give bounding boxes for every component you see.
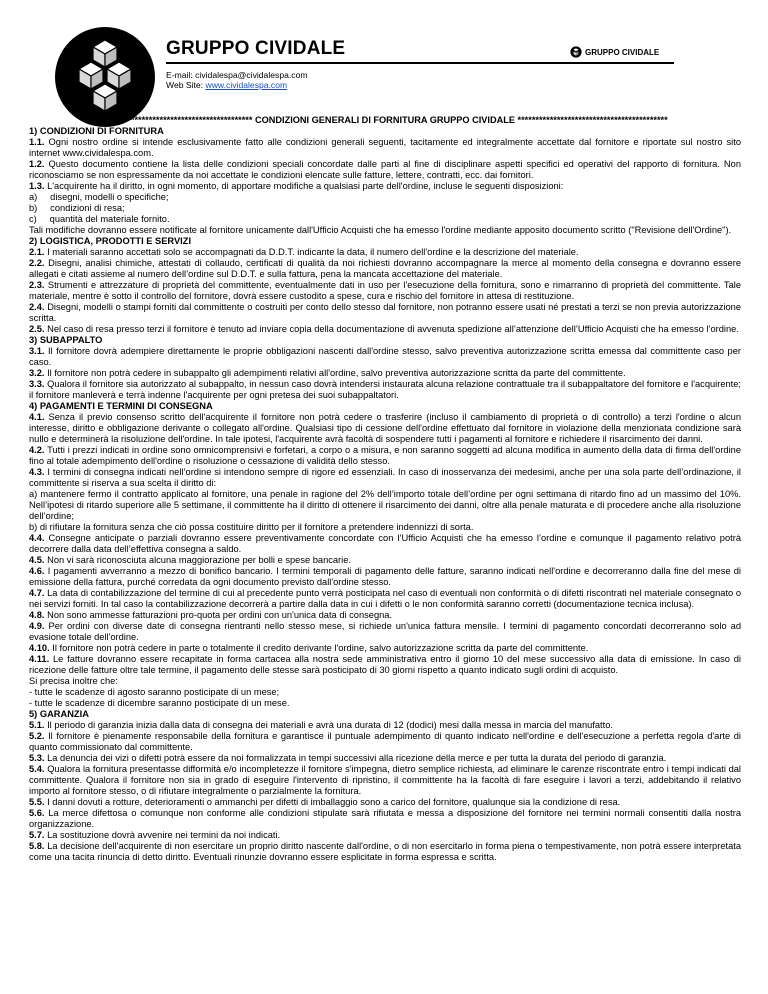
clause-text: Qualora la fornitura presentasse difformità e/o incompletezze il fornitore s'impegna, dietro semplice richiesta, ad eliminare le carenze riscontrate entro i tempi indicati dal committente. Qualora il fornitore non sia in grado di eseguire l'intervento di ripristino, il committente ha la facoltà di fare eseguire i lavori a terzi, addebitando il relativo importo al fornitore stesso, o di rifiutare integralmente o parzialmente la fornitura. (29, 764, 744, 796)
clause-text: Tali modifiche dovranno essere notificate al fornitore unicamente dall'Ufficio Acquisti che ha emesso l'ordine mediante apposito documento scritto ("Revisione dell'Ordine"). (29, 225, 732, 235)
clause-text: Il fornitore è pienamente responsabile della fornitura e garantisce il puntuale adempimento di quanto indicato nell'ordine e dell'esecuzione a perfetta regola d'arte di quanto commissionato dal committente. (29, 731, 744, 752)
clause-text: Tutti i prezzi indicati in ordine sono omnicomprensivi e forfetari, a corpo o a misura, e non saranno soggetti ad alcuna modifica in aumento della data di firma dell'ordine fino al totale adempimento dell'ordine o risoluzione o cessazione di validità dello stesso. (29, 445, 744, 466)
document-body (29, 115, 744, 863)
clause (29, 302, 744, 324)
clause-text: La merce difettosa o comunque non conforme alle condizioni stipulate sarà rifiutata e messa a disposizione del fornitore nei termini normali consentiti dalla nostra organizzazione. (29, 808, 744, 829)
clause-number: 2.1. (29, 247, 45, 257)
clause-number: 4.8. (29, 610, 45, 620)
clause (29, 764, 744, 797)
clause-text: Consegne anticipate o parziali dovranno essere preventivamente concordate con l’Ufficio Acquisti che ha emesso l’ordine e comunque il pagamento relativo potrà decorrere dalla data dell’effettiva consegna a saldo. (29, 533, 744, 554)
clause (29, 555, 741, 566)
clause (29, 533, 744, 555)
clause-number: 1.1. (29, 137, 45, 147)
clause (29, 687, 741, 698)
clause (29, 346, 744, 368)
clause-text: a) disegni, modelli o specifiche; (29, 192, 169, 202)
clause-number: 2.5. (29, 324, 45, 334)
clause-number: 4.5. (29, 555, 45, 565)
clause-text: Per ordini con diverse date di consegna rientranti nello stesso mese, si richiede un'unica fattura mensile. I termini di pagamento concordati decorreranno solo ad evasione totale dell'ordine. (29, 621, 744, 642)
clause-number: 3.1. (29, 346, 45, 356)
clause-text: I materiali saranno accettati solo se accompagnati da D.D.T. indicante la data, il numero dell'ordine e la descrizione del materiale. (44, 247, 579, 257)
company-name: GRUPPO CIVIDALE (166, 38, 346, 59)
clause (29, 280, 744, 302)
clause (29, 324, 741, 335)
clause-text: I termini di consegna indicati nell’ordine si intendono sempre di rigore ed essenziali. In caso di inosservanza dei medesimi, anche per una sola parte dell’ordinazione, il committente si riserva a sua scelta il diritto di: (29, 467, 744, 488)
clause (29, 247, 741, 258)
clause-text: Il fornitore non potrà cedere in subappalto gli adempimenti relativi all'ordine, salvo preventiva autorizzazione scritta da parte del committente. (44, 368, 626, 378)
clause (29, 830, 741, 841)
clause-text: La denuncia dei vizi o difetti potrà essere da noi formalizzata in tempi successivi alla ricezione della merce e per tutta la durata del periodo di garanzia. (44, 753, 667, 763)
clause-text: Non sono ammesse fatturazioni pro-quota per ordini con un'unica data di consegna. (44, 610, 393, 620)
clause (29, 181, 741, 192)
clause-text: Non vi sarà riconosciuta alcuna maggiorazione per bolli e spese bancarie. (44, 555, 351, 565)
clause (29, 412, 744, 445)
clause-number: 5.7. (29, 830, 45, 840)
clause-text: Nel caso di resa presso terzi il fornitore è tenuto ad inviare copia della documentazione di avvenuta spedizione all’attenzione dell’Ufficio Acquisti che ha emesso l’ordine. (44, 324, 739, 334)
clause (29, 643, 741, 654)
clause-text: - tutte le scadenze di dicembre saranno posticipate di un mese. (29, 698, 290, 708)
clause-number: 5.8. (29, 841, 45, 851)
clause-text: Senza il previo consenso scritto dell'acquirente il fornitore non potrà cedere o trasferire (incluso il cambiamento di proprietà o di controllo) a terzi l'ordine o alcun interesse, diritto e obbligazione derivante o collegato all'ordine. Qualsiasi tipo di cessione dell'ordine effettuato dal fornitore in violazione della menzionata condizione sarà nullo e determinerà la risoluzione dell'ordine. In tale ipotesi, l'acquirente avrà facoltà di sospendere tutti i pagamenti al fornitore e richiedere il risarcimento dei danni. (29, 412, 744, 444)
clause-number: 4.1. (29, 412, 45, 422)
clause-number: 3.3. (29, 379, 45, 389)
header-divider (166, 62, 674, 64)
clause-number: 4.7. (29, 588, 45, 598)
clause-text: Disegni, modelli o stampi forniti dal committente o costruiti per conto dello stesso dal fornitore, non potranno essere usati né prestati a terzi se non previa autorizzazione scritta. (29, 302, 744, 323)
clause-text: Il fornitore non potrà cedere in parte o totalmente il credito derivante l'ordine, salvo autorizzazione scritta da parte del committente. (49, 643, 589, 653)
clause-number: 4.2. (29, 445, 45, 455)
clause (29, 137, 744, 159)
clause-text: La data di contabilizzazione del termine di cui al precedente punto verrà posticipata nel caso di eventuali non conformità o di difetti riscontrati nel materiale consegnato o nei servizi forniti. In tal caso la contabilizzazione decorrerà a partire dalla data in cui i difetti o le non conformità saranno corretti (documentazione tecnica inclusa). (29, 588, 744, 609)
section-heading: 2) LOGISTICA, PRODOTTI E SERVIZI (29, 236, 192, 246)
clause-text: Strumenti e attrezzature di proprietà del committente, eventualmente dati in uso per l'esecuzione della fornitura, sono e rimarranno di proprietà del committente. Tale materiale, mentre è sotto il controllo del fornitore, dovrà essere custodito a spese, cura e rischio del fornitore in attesa di restituzione. (29, 280, 744, 301)
clause-text: Ogni nostro ordine si intende esclusivamente fatto alle condizioni generali seguenti, tacitamente ed integralmente accettate dal fornitore e riportate sul nostro sito internet www.cividalespa.com. (29, 137, 744, 158)
clause-text: La sostituzione dovrà avvenire nei termini da noi indicati. (44, 830, 281, 840)
clause-text: La decisione dell'acquirente di non esercitare un proprio diritto nascente dall'ordine, o di non esercitarlo in forma piena o tempestivamente, non potrà essere interpretata come una tacita rinuncia di detto diritto. Eventuali rinunzie dovranno essere esplicitate in forma espressa e scritta. (29, 841, 744, 862)
contact-block (166, 70, 308, 90)
company-logo (54, 26, 156, 128)
clause (29, 203, 741, 214)
section-heading: 5) GARANZIA (29, 709, 89, 719)
clause-number: 5.4. (29, 764, 45, 774)
clause-number: 4.11. (29, 654, 50, 664)
clause (29, 610, 741, 621)
clause-text: a) mantenere fermo il contratto applicato al fornitore, una penale in ragione del 2% dell’importo totale dell’ordine per ogni settimana di ritardo fino ad un massimo del 10%. Nell’ipotesi di ritardo superiore alle 5 settimane, il committente ha il diritto di ottenere il risarcimento dei danni, oltre alla penale maturata e di procedere anche alla risoluzione dell’ordine; (29, 489, 744, 521)
clause (29, 214, 741, 225)
clause-text: - tutte le scadenze di agosto saranno posticipate di un mese; (29, 687, 280, 697)
clause-text: Il fornitore dovrà adempiere direttamente le proprie obbligazioni nascenti dall'ordine stesso, salvo preventiva autorizzazione scritta emessa dal committente caso per caso. (29, 346, 744, 367)
clause (29, 192, 741, 203)
clause-number: 4.3. (29, 467, 45, 477)
clause-text: b) di rifiutare la fornitura senza che ciò possa costituire diritto per il fornitore a pretendere indennizzi di sorta. (29, 522, 474, 532)
clause-text: L'acquirente ha il diritto, in ogni momento, di apportare modifiche a qualsiasi parte dell'ordine, incluse le seguenti disposizioni: (44, 181, 564, 191)
clause-text: Disegni, analisi chimiche, attestati di collaudo, certificati di qualità da noi richiesti dovranno accompagnare la merce al momento della consegna e dovranno essere allegati e citati assieme al numero dell’ordine sul D.D.T. e sulla fattura, pena la mancata accettazione del materiale. (29, 258, 744, 279)
clause-number: 4.6. (29, 566, 45, 576)
clause-text: Le fatture dovranno essere recapitate in forma cartacea alla nostra sede amministrativa entro il giorno 10 del mese successivo alla data di emissione. In caso di ricezione delle fatture oltre tale termine, il pagamento delle stesse sarà posticipato di 30 giorni rispetto a quanto indicato sugli ordini di acquisto. (29, 654, 744, 675)
clause (29, 159, 744, 181)
clause (29, 654, 744, 676)
clause-number: 1.3. (29, 181, 45, 191)
clause (29, 797, 741, 808)
clause-text: I danni dovuti a rotture, deterioramenti o ammanchi per difetti di imballaggio sono a carico del fornitore, qualunque sia la condizione di resa. (44, 797, 621, 807)
clause (29, 522, 741, 533)
clause (29, 588, 744, 610)
clause-number: 4.10. (29, 643, 50, 653)
document-title: ****************************************** CONDIZIONI GENERALI DI FORNITURA GRUPPO CIVIDALE ****************************************** (102, 115, 668, 125)
website-link[interactable]: www.cividalespa.com (205, 80, 288, 90)
clause-text: I pagamenti avverranno a mezzo di bonifico bancario. I termini temporali di pagamento delle fatture, saranno indicati nell'ordine e decorreranno dalla fine del mese di emissione della fattura, purché corredata da ogni documento previsto dall'ordine stesso. (29, 566, 744, 587)
clause-number: 3.2. (29, 368, 45, 378)
clause-number: 1.2. (29, 159, 45, 169)
clause (29, 720, 741, 731)
clause-number: 5.2. (29, 731, 45, 741)
clause (29, 368, 741, 379)
website-line (166, 80, 308, 90)
clause-number: 5.1. (29, 720, 45, 730)
clause-number: 2.2. (29, 258, 45, 268)
clause-number: 5.5. (29, 797, 45, 807)
clause-number: 2.3. (29, 280, 45, 290)
clause-text: c) quantità del materiale fornito. (29, 214, 170, 224)
clause (29, 731, 744, 753)
clause-text: b) condizioni di resa; (29, 203, 125, 213)
clause (29, 676, 741, 687)
clause-number: 2.4. (29, 302, 45, 312)
clause (29, 566, 744, 588)
clause (29, 225, 741, 236)
clause-text: Qualora il fornitore sia autorizzato al subappalto, in nessun caso dovrà intendersi instaurata alcuna relazione contrattuale tra il subappaltatore del fornitore e l'acquirente; il fornitore manleverà e terrà indenne l'acquirente per ogni pretesa dei suoi subappaltatori. (29, 379, 744, 400)
clause (29, 808, 744, 830)
small-logo-icon (570, 46, 582, 58)
clause (29, 841, 744, 863)
sections (29, 126, 744, 863)
clause (29, 258, 744, 280)
clause (29, 379, 744, 401)
clause-number: 5.3. (29, 753, 45, 763)
clause-text: Si precisa inoltre che: (29, 676, 118, 686)
clause-number: 4.4. (29, 533, 45, 543)
website-label: Web Site: (166, 80, 206, 90)
clause-number: 4.9. (29, 621, 45, 631)
small-logo-text: GRUPPO CIVIDALE (585, 47, 660, 57)
clause (29, 445, 744, 467)
email-line: E-mail: cividalespa@cividalespa.com (166, 70, 308, 80)
clause (29, 698, 741, 709)
clause (29, 489, 744, 522)
clause-number: 5.6. (29, 808, 45, 818)
clause-text: Il periodo di garanzia inizia dalla data di consegna dei materiali e avrà una durata di 12 (dodici) mesi dalla messa in marcia del manufatto. (44, 720, 613, 730)
section-heading: 4) PAGAMENTI E TERMINI DI CONSEGNA (29, 401, 213, 411)
section-heading: 3) SUBAPPALTO (29, 335, 103, 345)
clause (29, 621, 744, 643)
section-heading: 1) CONDIZIONI DI FORNITURA (29, 126, 164, 136)
small-brand-mark (570, 46, 659, 58)
clause-text: Questo documento contiene la lista delle condizioni speciali concordate dalle parti al fine di disciplinare aspetti specifici ed operativi del rapporto di fornitura. Non riconosciamo se non espressamente da noi accettate le condizioni elencate sulle fatture, lettere, contratti, ecc. dai fornitori. (29, 159, 744, 180)
clause (29, 467, 744, 489)
clause (29, 753, 741, 764)
